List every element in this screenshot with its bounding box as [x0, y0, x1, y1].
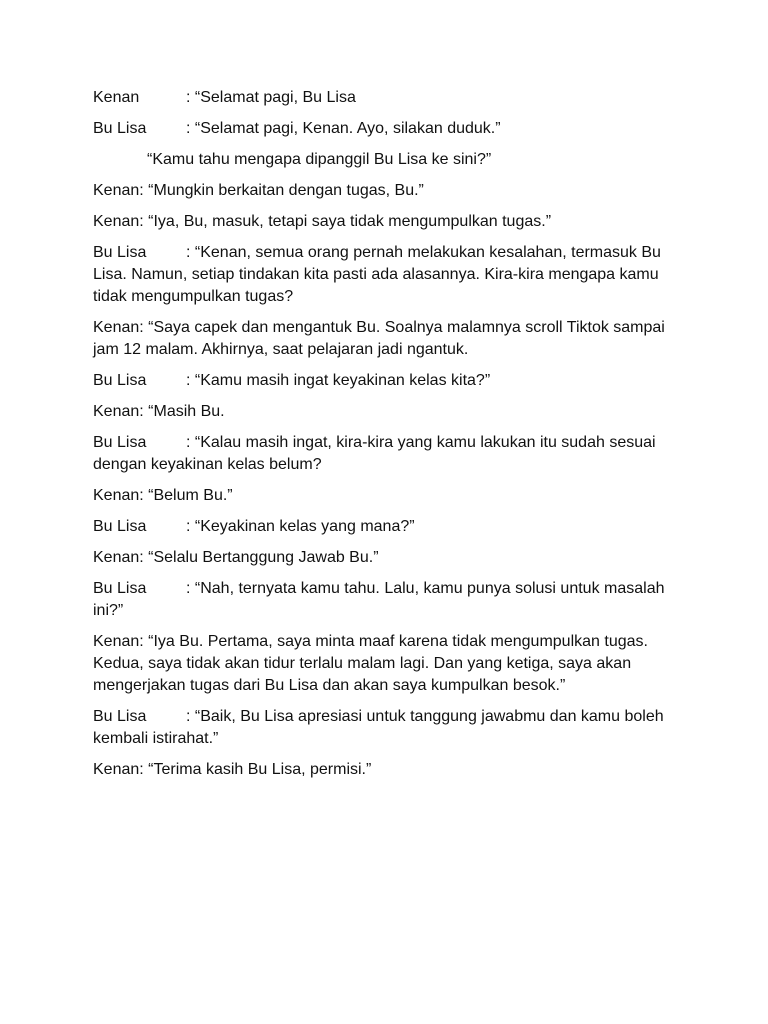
dialogue-line [93, 149, 683, 171]
dialogue-line [93, 180, 683, 202]
speaker-name: Bu Lisa [93, 518, 147, 535]
dialogue-line [93, 432, 683, 476]
dialogue-line [93, 706, 683, 750]
speaker-name: Bu Lisa [93, 120, 147, 137]
speaker-name: Kenan [93, 89, 140, 106]
dialogue-text: : “Kenan, semua orang pernah melakukan kesalahan, termasuk Bu Lisa. Namun, setiap tindakan kita pasti ada alasannya. Kira-kira mengapa kamu tidak mengumpulkan tugas? [93, 244, 661, 305]
dialogue-text: : “Selamat pagi, Kenan. Ayo, silakan duduk.” [186, 120, 501, 137]
dialogue-line [93, 118, 683, 140]
dialogue-text: Kenan: “Saya capek dan mengantuk Bu. Soalnya malamnya scroll Tiktok sampai jam 12 malam. Akhirnya, saat pelajaran jadi ngantuk. [93, 319, 665, 358]
dialogue-text: : “Selamat pagi, Bu Lisa [186, 89, 356, 106]
speaker-name: Bu Lisa [93, 580, 147, 597]
dialogue-line [93, 211, 683, 233]
speaker-name: Bu Lisa [93, 372, 147, 389]
dialogue-line [93, 401, 683, 423]
dialogue-text: Kenan: “Iya, Bu, masuk, tetapi saya tidak mengumpulkan tugas.” [93, 213, 552, 230]
dialogue-text: : “Nah, ternyata kamu tahu. Lalu, kamu punya solusi untuk masalah ini?” [93, 580, 665, 619]
dialogue-line [93, 547, 683, 569]
speaker-name: Bu Lisa [93, 244, 147, 261]
dialogue-text: “Kamu tahu mengapa dipanggil Bu Lisa ke sini?” [147, 151, 492, 168]
dialogue-line [93, 631, 683, 697]
dialogue-text: : “Kalau masih ingat, kira-kira yang kamu lakukan itu sudah sesuai dengan keyakinan kelas belum? [93, 434, 656, 473]
document-body [93, 87, 683, 790]
dialogue-text: Kenan: “Terima kasih Bu Lisa, permisi.” [93, 761, 372, 778]
dialogue-text: : “Keyakinan kelas yang mana?” [186, 518, 415, 535]
dialogue-text: Kenan: “Selalu Bertanggung Jawab Bu.” [93, 549, 379, 566]
dialogue-line [93, 87, 683, 109]
dialogue-text: : “Kamu masih ingat keyakinan kelas kita?” [186, 372, 491, 389]
speaker-name: Bu Lisa [93, 434, 147, 451]
dialogue-text: Kenan: “Belum Bu.” [93, 487, 233, 504]
dialogue-text: Kenan: “Masih Bu. [93, 403, 225, 420]
dialogue-line [93, 485, 683, 507]
dialogue-line [93, 317, 683, 361]
dialogue-line [93, 516, 683, 538]
dialogue-text: : “Baik, Bu Lisa apresiasi untuk tanggung jawabmu dan kamu boleh kembali istirahat.” [93, 708, 664, 747]
dialogue-line [93, 759, 683, 781]
dialogue-text: Kenan: “Mungkin berkaitan dengan tugas, Bu.” [93, 182, 424, 199]
speaker-name: Bu Lisa [93, 708, 147, 725]
dialogue-text: Kenan: “Iya Bu. Pertama, saya minta maaf karena tidak mengumpulkan tugas. Kedua, saya tidak akan tidur terlalu malam lagi. Dan yang ketiga, saya akan mengerjakan tugas dari Bu Lisa dan akan saya kumpulkan besok.” [93, 633, 648, 694]
dialogue-line [93, 242, 683, 308]
dialogue-line [93, 578, 683, 622]
dialogue-line [93, 370, 683, 392]
